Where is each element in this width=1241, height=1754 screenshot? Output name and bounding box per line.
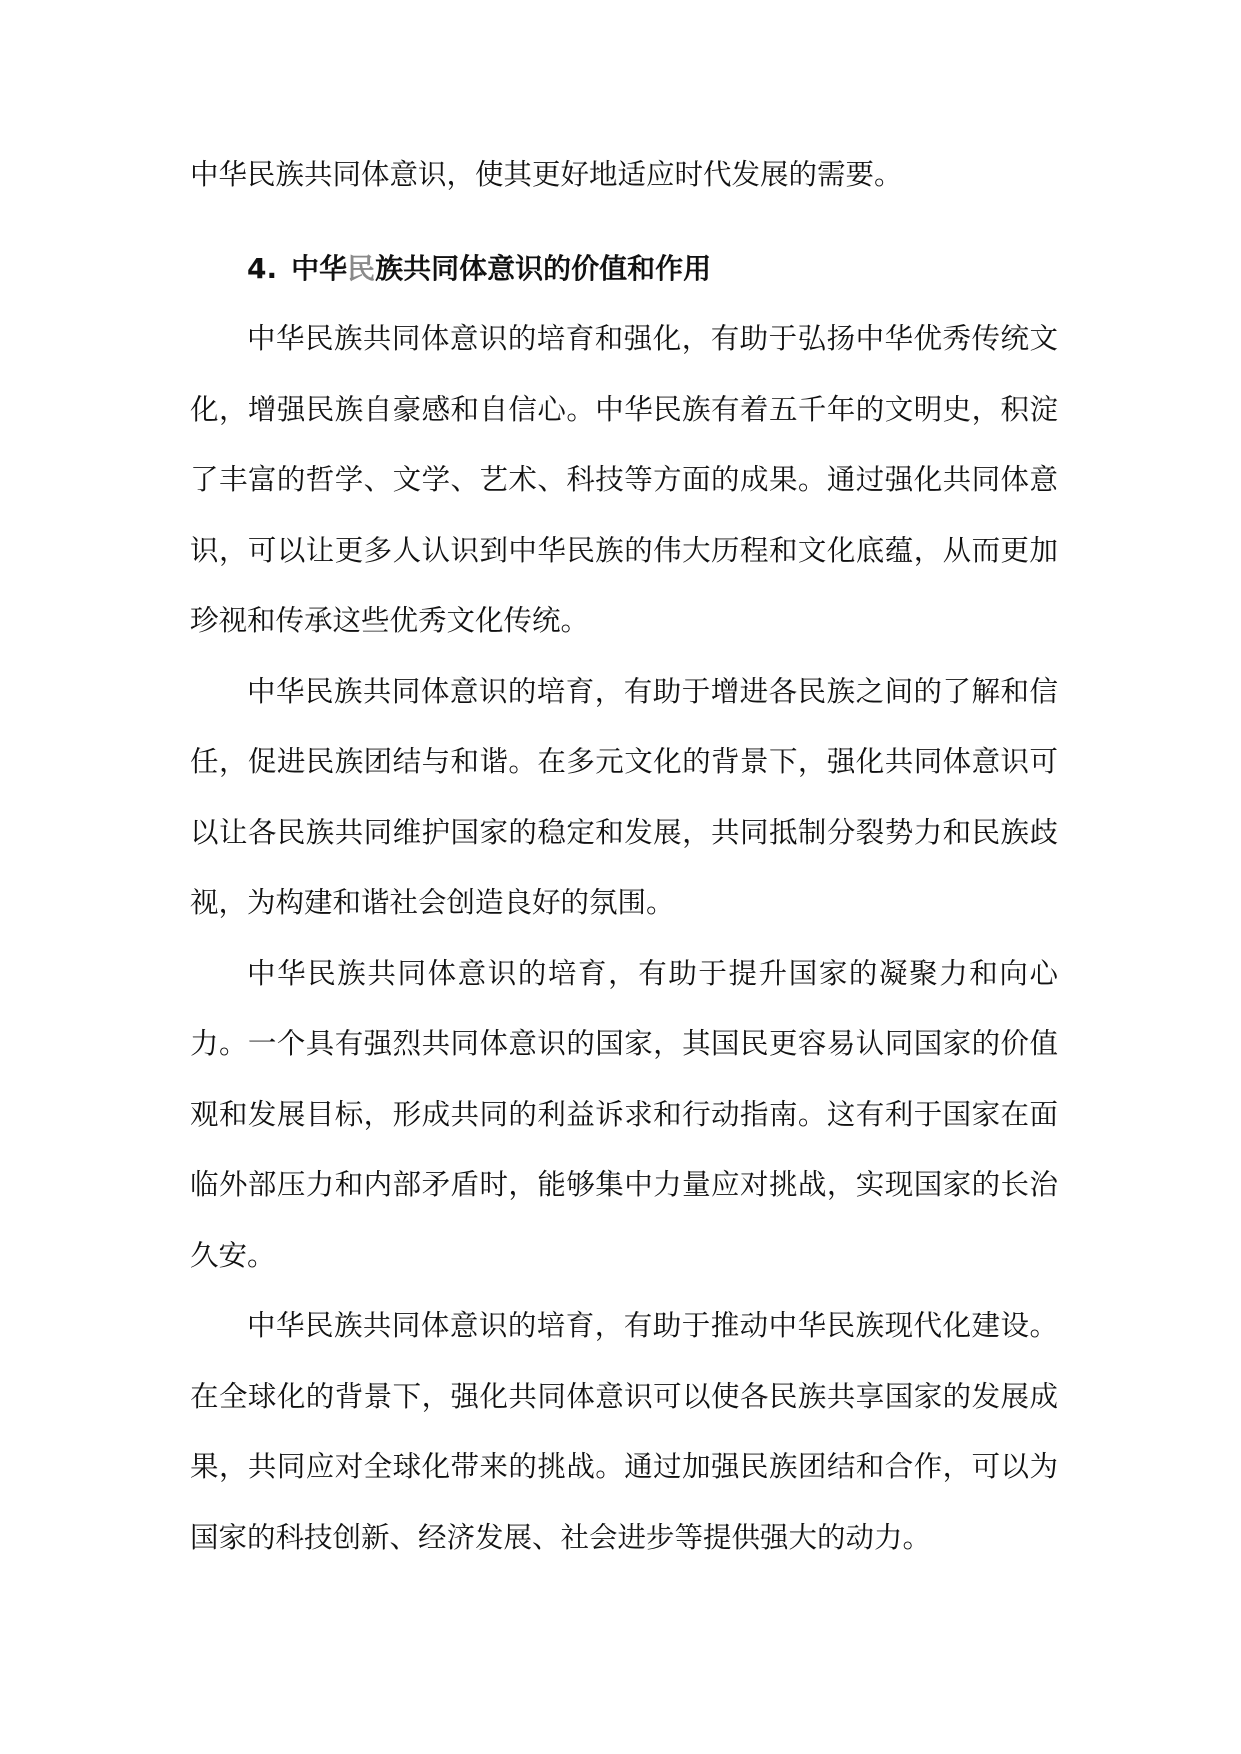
paragraph-unity: 中华民族共同体意识的培育，有助于增进各民族之间的了解和信任，促进民族团结与和谐。在多元文化的背景下，强化共同体意识可以让各民族共同维护国家的稳定和发展，共同抵制分裂势力和民族歧视，为构建和谐社会创造良好的氛围。: [190, 674, 1058, 919]
section-number: 4.: [247, 251, 278, 285]
section-title-shaded-char: 民: [347, 251, 376, 285]
section-heading: [190, 234, 1058, 305]
document-body: [190, 140, 1058, 1573]
continuation-paragraph: 中华民族共同体意识，使其更好地适应时代发展的需要。: [190, 158, 903, 191]
section-title-part3: 族共同体意识的价值和作用: [375, 251, 712, 285]
paragraph-culture: 中华民族共同体意识的培育和强化，有助于弘扬中华优秀传统文化，增强民族自豪感和自信心。中华民族有着五千年的文明史，积淀了丰富的哲学、文学、艺术、科技等方面的成果。通过强化共同体意识，可以让更多人认识到中华民族的伟大历程和文化底蕴，从而更加珍视和传承这些优秀文化传统。: [190, 322, 1058, 637]
paragraph-cohesion: 中华民族共同体意识的培育，有助于提升国家的凝聚力和向心力。一个具有强烈共同体意识的国家，其国民更容易认同国家的价值观和发展目标，形成共同的利益诉求和行动指南。这有利于国家在面临外部压力和内部矛盾时，能够集中力量应对挑战，实现国家的长治久安。: [190, 956, 1058, 1272]
paragraph-modernization: 中华民族共同体意识的培育，有助于推动中华民族现代化建设。在全球化的背景下，强化共同体意识可以使各民族共享国家的发展成果，共同应对全球化带来的挑战。通过加强民族团结和合作，可以为国家的科技创新、经济发展、社会进步等提供强大的动力。: [190, 1309, 1058, 1554]
section-title-part1: 中华: [291, 251, 348, 285]
